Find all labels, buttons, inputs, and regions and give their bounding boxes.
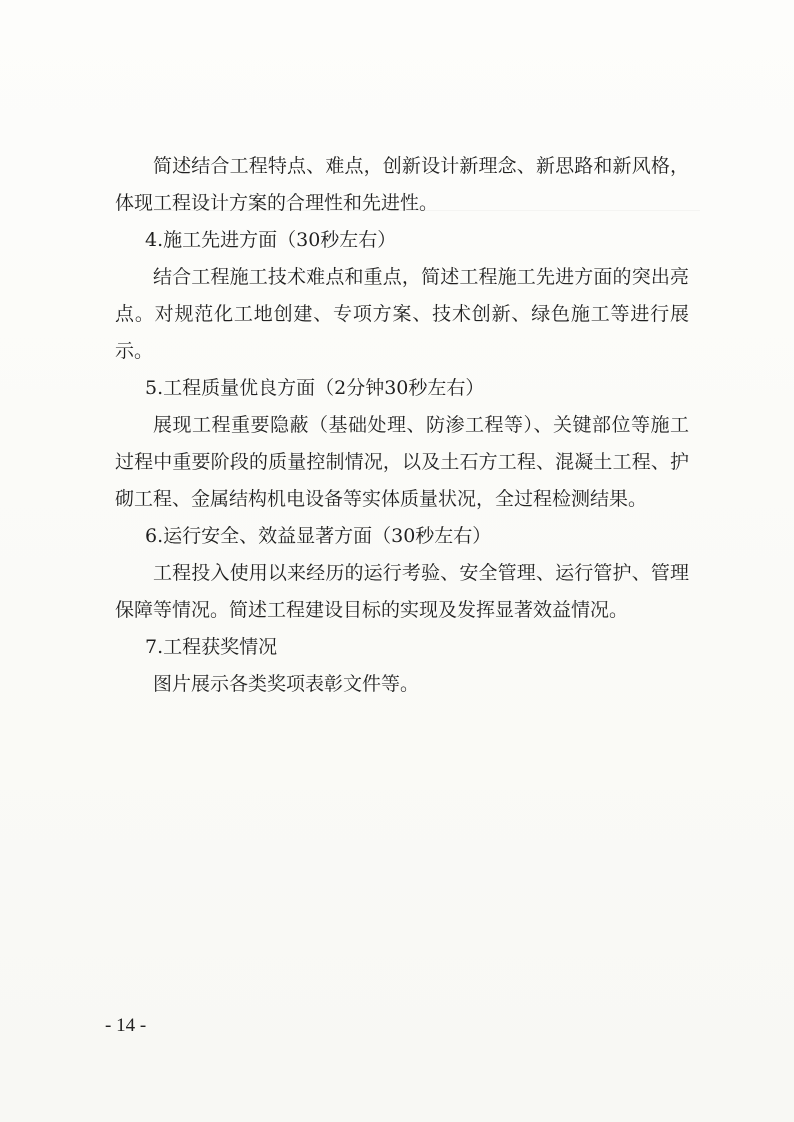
heading-construction: 4.施工先进方面（30秒左右） <box>145 229 397 251</box>
heading-quality: 5.工程质量优良方面（2分钟30秒左右） <box>145 377 485 399</box>
heading-awards: 7.工程获奖情况 <box>145 636 278 658</box>
page-number: - 14 - <box>105 1015 147 1036</box>
body-text <box>115 148 689 703</box>
paragraph-awards: 图片展示各类奖项表彰文件等。 <box>153 673 420 695</box>
paragraph-quality: 展现工程重要隐蔽（基础处理、防渗工程等）、关键部位等施工过程中重要阶段的质量控制情况，以及土石方工程、混凝土工程、护砌工程、金属结构机电设备等实体质量状况，全过程检测结果。 <box>115 414 689 510</box>
heading-operation: 6.运行安全、效益显著方面（30秒左右） <box>145 525 492 547</box>
paragraph-operation: 工程投入使用以来经历的运行考验、安全管理、运行管护、管理保障等情况。简述工程建设目标的实现及发挥显著效益情况。 <box>115 562 689 621</box>
paragraph-design-summary: 简述结合工程特点、难点，创新设计新理念、新思路和新风格，体现工程设计方案的合理性和先进性。 <box>115 155 689 214</box>
paragraph-construction: 结合工程施工技术难点和重点，简述工程施工先进方面的突出亮点。对规范化工地创建、专项方案、技术创新、绿色施工等进行展示。 <box>115 266 689 362</box>
